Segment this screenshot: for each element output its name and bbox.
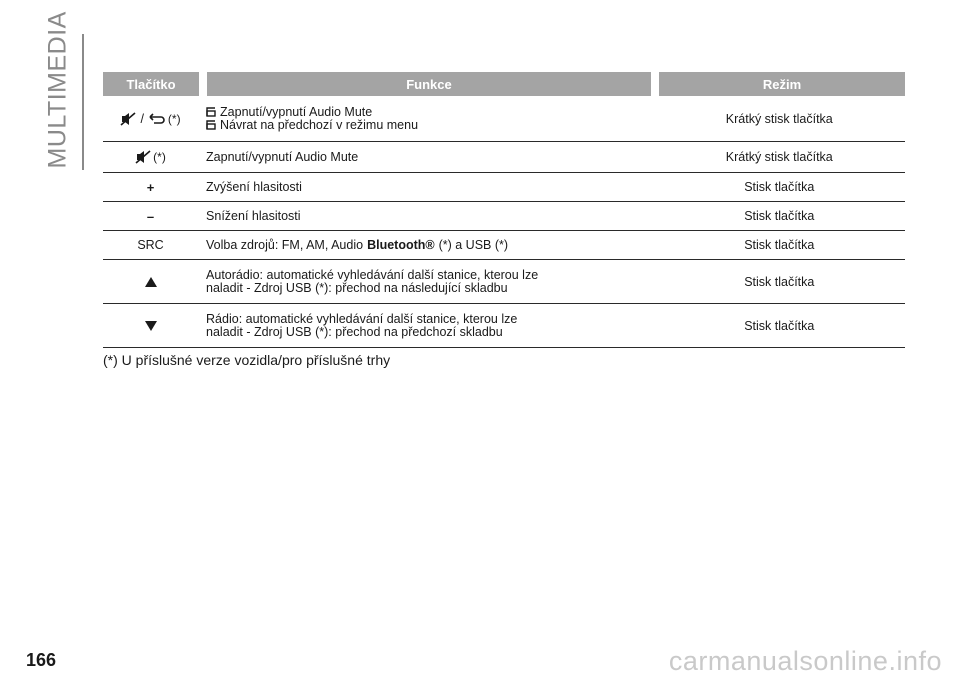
section-title: MULTIMEDIA — [43, 11, 72, 169]
table-row — [103, 231, 905, 260]
footnote-marker: (*) — [153, 150, 166, 164]
table-row — [103, 202, 905, 231]
triangle-up-icon — [145, 277, 157, 287]
header-function: Funkce — [207, 72, 651, 96]
table-row — [103, 304, 905, 348]
return-icon — [148, 113, 166, 125]
mode-cell: Stisk tlačítka — [744, 180, 815, 194]
function-cell: Rádio: automatické vyhledávání další stanice, kterou lze naladit - Zdroj USB (*): přechod na předchozí skladbu — [206, 311, 518, 339]
function-cell — [206, 96, 646, 141]
function-cell: Volba zdrojů: FM, AM, Audio Bluetooth® (*) a USB (*) — [206, 237, 509, 252]
section-divider — [82, 34, 84, 170]
page-number: 166 — [26, 650, 57, 670]
mode-cell: Krátký stisk tlačítka — [725, 111, 833, 126]
separator: / — [140, 111, 144, 126]
footnote-marker: (*) — [167, 111, 181, 126]
header-button: Tlačítko — [103, 72, 199, 96]
table-row — [103, 142, 905, 173]
mode-cell: Stisk tlačítka — [744, 274, 815, 289]
table-row — [103, 260, 905, 304]
triangle-down-icon — [145, 321, 157, 331]
bullet-icon — [206, 107, 216, 117]
function-cell: Snížení hlasitosti — [206, 208, 301, 223]
function-cell: Zapnutí/vypnutí Audio Mute — [206, 149, 359, 164]
function-cell: Zvýšení hlasitosti — [206, 179, 302, 194]
table-header — [103, 72, 905, 96]
header-mode: Režim — [659, 72, 905, 96]
footnote: (*) U příslušné verze vozidla/pro příslušné trhy — [103, 352, 391, 368]
table-row — [103, 173, 905, 202]
mode-cell: Stisk tlačítka — [744, 209, 815, 223]
bullet-icon — [206, 120, 216, 130]
function-line: Návrat na předchozí v režimu menu — [206, 119, 418, 132]
button-cell: + — [146, 179, 155, 195]
watermark: carmanualsonline.info — [668, 646, 942, 676]
mode-cell: Krátký stisk tlačítka — [725, 150, 833, 164]
mode-cell: Stisk tlačítka — [744, 238, 815, 252]
button-cell: SRC — [137, 238, 164, 252]
function-cell: Autorádio: automatické vyhledávání další stanice, kterou lze naladit - Zdroj USB (*): přechod na následující skladbu — [206, 267, 539, 295]
button-cell — [103, 96, 198, 141]
table-row — [103, 96, 905, 142]
mute-icon — [135, 150, 151, 164]
mute-icon — [120, 112, 136, 126]
button-cell: – — [146, 208, 155, 224]
button-cell — [103, 304, 198, 347]
button-cell — [103, 142, 198, 172]
button-cell — [103, 260, 198, 303]
mode-cell: Stisk tlačítka — [744, 318, 815, 333]
controls-table — [103, 72, 905, 348]
function-line: Zapnutí/vypnutí Audio Mute — [206, 106, 372, 119]
